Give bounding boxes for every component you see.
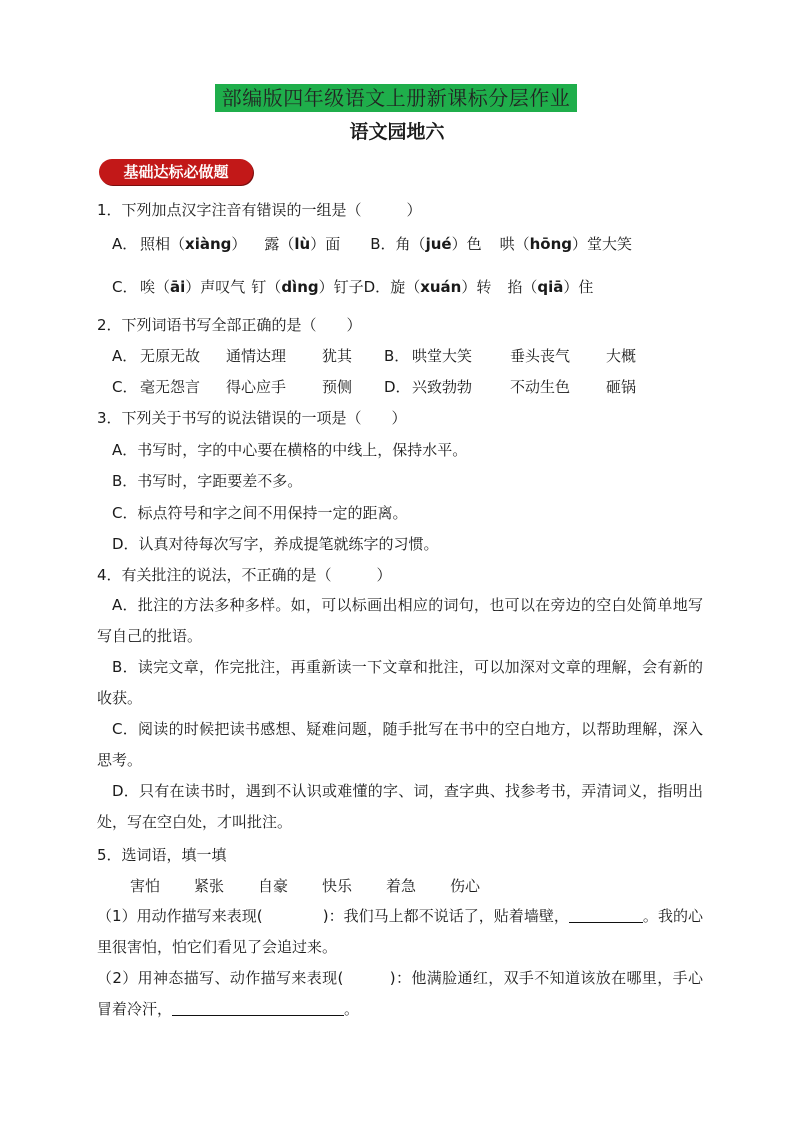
q1-d-word1-end: ）转 bbox=[461, 278, 492, 296]
q1-d-word1: 旋（ bbox=[390, 278, 421, 296]
q1-a-word2: 露（ bbox=[264, 235, 295, 253]
q1-c-pinyin1: āi bbox=[170, 278, 186, 296]
q3-option-c: C．标点符号和字之间不用保持一定的距离。 bbox=[112, 504, 408, 522]
q3-stem: 3．下列关于书写的说法错误的一项是（ ） bbox=[97, 409, 407, 427]
q4-stem: 4．有关批注的说法，不正确的是（ ） bbox=[97, 566, 392, 584]
q5-sentence-1 bbox=[97, 901, 703, 963]
q1-c-pinyin2: dìng bbox=[281, 278, 319, 296]
q5-s2-text-end: 。 bbox=[344, 1000, 360, 1018]
q4-option-a: A．批注的方法多种多样。如，可以标画出相应的词句，也可以在旁边的空白处简单地写写自己的批语。 bbox=[97, 596, 703, 645]
q5-s1-text: （1）用动作描写来表现( )：我们马上都不说话了，贴着墙壁， bbox=[97, 907, 569, 925]
q2-b-item: 垂头丧气 bbox=[510, 347, 571, 365]
q1-d-word2-end: ）住 bbox=[563, 278, 594, 296]
answer-blank[interactable] bbox=[172, 999, 344, 1016]
q2-d-item: 砸锅 bbox=[606, 378, 637, 396]
section-tag: 基础达标必做题 bbox=[99, 159, 253, 185]
q1-b-word1-end: ）色 bbox=[451, 235, 482, 253]
q2-a-item: 犹其 bbox=[322, 347, 353, 365]
q2-c-item: 预侧 bbox=[322, 378, 353, 396]
q2-row2 bbox=[112, 376, 636, 398]
q2-b-item: 哄堂大笑 bbox=[412, 347, 473, 365]
word-bank-item: 伤心 bbox=[450, 877, 481, 895]
q4-option-b: B．读完文章，作完批注，再重新读一下文章和批注，可以加深对文章的理解，会有新的收获。 bbox=[97, 658, 703, 707]
q4-option-c: C．阅读的时候把读书感想、疑难问题，随手批写在书中的空白地方，以帮助理解，深入思考。 bbox=[97, 720, 703, 769]
q5-s1-text-end: 。我的心里很害怕，怕它们看见了会追过来。 bbox=[97, 907, 703, 956]
q1-d-label: D． bbox=[363, 278, 391, 296]
q5-s2-text: （2）用神态描写、动作描写来表现( )：他满脸通红，双手不知道该放在哪里，手心冒着冷汗， bbox=[97, 969, 703, 1018]
q2-d-item: 不动生色 bbox=[510, 378, 571, 396]
q2-row1 bbox=[112, 345, 636, 367]
q2-a-label: A． bbox=[112, 347, 138, 365]
q2-d-item: 兴致勃勃 bbox=[412, 378, 473, 396]
q1-a-label: A． bbox=[112, 235, 138, 253]
word-bank-item: 紧张 bbox=[194, 877, 225, 895]
q1-d-pinyin1: xuán bbox=[420, 278, 462, 296]
q5-sentence-2 bbox=[97, 963, 703, 1025]
q5-word-bank bbox=[130, 875, 514, 897]
q1-b-label: B． bbox=[370, 235, 396, 253]
word-bank-item: 害怕 bbox=[130, 877, 161, 895]
q2-c-item: 毫无怨言 bbox=[140, 378, 201, 396]
q1-b-word1: 角（ bbox=[395, 235, 426, 253]
lesson-title: 语文园地六 bbox=[349, 121, 445, 143]
word-bank-item: 自豪 bbox=[258, 877, 289, 895]
q1-b-pinyin2: hōng bbox=[529, 235, 572, 253]
q1-a-pinyin2: lù bbox=[294, 235, 311, 253]
q1-a-word1: 照相（ bbox=[140, 235, 186, 253]
q1-c-word2: 钉（ bbox=[251, 278, 282, 296]
q5-stem: 5．选词语，填一填 bbox=[97, 846, 227, 864]
q3-option-b: B．书写时，字距要差不多。 bbox=[112, 472, 303, 490]
q1-c-word2-end: ）钉子 bbox=[318, 278, 364, 296]
series-banner: 部编版四年级语文上册新课标分层作业 bbox=[215, 84, 577, 112]
q2-a-item: 通情达理 bbox=[226, 347, 287, 365]
q2-b-item: 大概 bbox=[606, 347, 637, 365]
q2-c-item: 得心应手 bbox=[226, 378, 287, 396]
q1-b-pinyin1: jué bbox=[425, 235, 452, 253]
q1-b-word2: 哄（ bbox=[499, 235, 530, 253]
q2-c-label: C． bbox=[112, 378, 138, 396]
q1-row2 bbox=[112, 276, 593, 298]
q1-stem: 1．下列加点汉字注音有错误的一组是（ ） bbox=[97, 201, 422, 219]
q3-option-a: A．书写时，字的中心要在横格的中线上，保持水平。 bbox=[112, 441, 468, 459]
q1-c-label: C． bbox=[112, 278, 138, 296]
q1-b-word2-end: ）堂大笑 bbox=[572, 235, 633, 253]
q2-d-label: D． bbox=[384, 378, 411, 396]
q2-b-label: B． bbox=[384, 347, 410, 365]
q2-a-item: 无原无故 bbox=[140, 347, 201, 365]
q2-stem: 2．下列词语书写全部正确的是（ ） bbox=[97, 316, 362, 334]
q1-c-word1-end: ）声叹气 bbox=[185, 278, 246, 296]
q3-option-d: D．认真对待每次写字，养成提笔就练字的习惯。 bbox=[112, 535, 439, 553]
q1-d-pinyin2: qiā bbox=[537, 278, 564, 296]
word-bank-item: 着急 bbox=[386, 877, 417, 895]
q1-a-word2-end: ）面 bbox=[310, 235, 341, 253]
answer-blank[interactable] bbox=[569, 906, 643, 923]
word-bank-item: 快乐 bbox=[322, 877, 353, 895]
q1-c-word1: 唉（ bbox=[140, 278, 171, 296]
q1-a-word1-end: ） bbox=[231, 235, 247, 253]
q1-row1 bbox=[112, 233, 632, 255]
q1-d-word2: 掐（ bbox=[507, 278, 538, 296]
q4-option-d: D．只有在读书时，遇到不认识或难懂的字、词，查字典、找参考书，弄清词义，指明出处，写在空白处，才叫批注。 bbox=[97, 782, 703, 831]
q1-a-pinyin1: xiàng bbox=[185, 235, 232, 253]
